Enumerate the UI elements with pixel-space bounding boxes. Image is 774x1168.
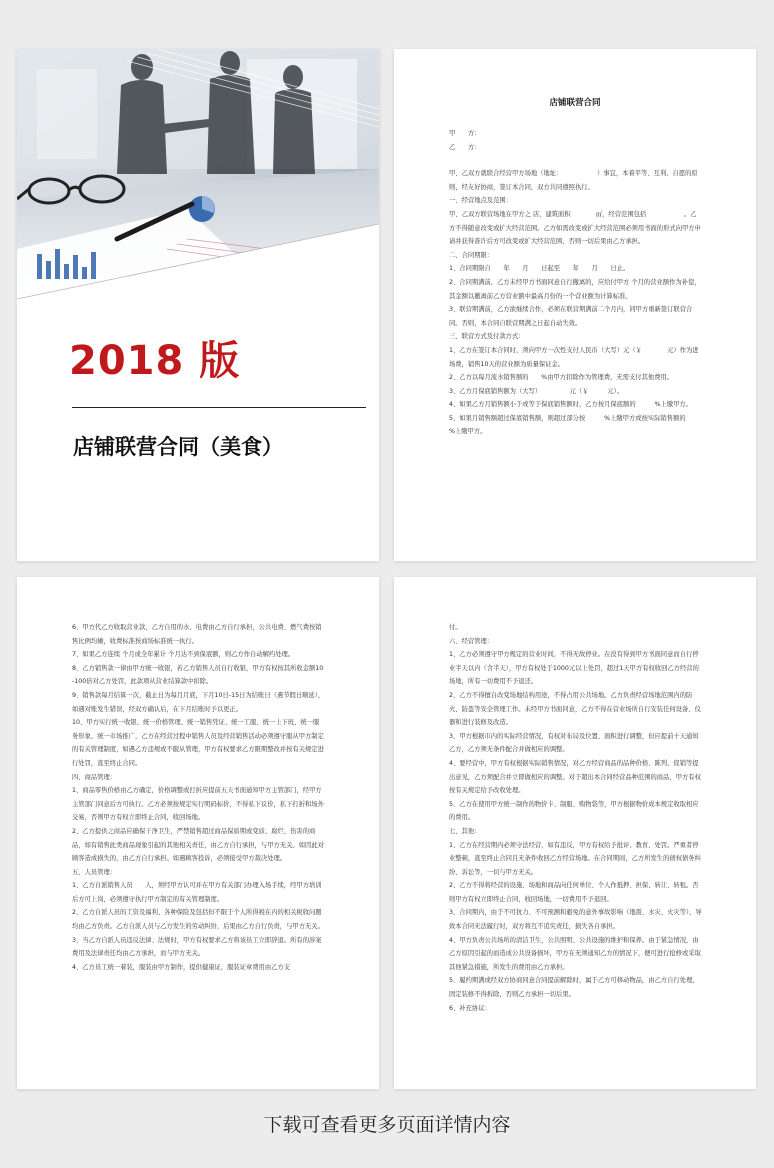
cover-page	[17, 49, 379, 561]
body-line: 4、甲方负责公共场所的清洁卫生，公共照明、公共设施的维护和保养。由于紧急情况，由乙方原因引起的而造成公共设备损坏，甲方在无须通知乙方的情况下，便可进行抢修或采取其他紧急措施，所发生的费用由乙方承担。	[449, 936, 701, 971]
contract-page-4	[394, 577, 756, 1089]
body-line: 1、乙方必须遵守甲方规定的营业时间，不得无故停业。在没有得到甲方书面同意而自行停业半天以内（含半天），甲方有权处于1000元以上处罚，超过1天甲方有权收回乙方经营的场地，所有一切费用不予退还。	[449, 651, 699, 686]
body-line: 10、甲方实行统一收银、统一价格管理、统一销售凭证、统一工服、统一上下班、统一服务形象、统一市场推广，乙方在经营过程中销售人员及经营销售活动必须遵守服从甲方制定的有关管理制度，如遇乙方违规或不服从管理，甲方有权要求乙方限期整改并按有关规定进行处罚，直至终止合同。	[72, 719, 324, 767]
body-line: 6、补充协议：	[449, 1004, 491, 1012]
body-line: 5、如果月销售额超过保底销售额，则超过部分按 %上缴甲方或按实际销售额的 %上缴甲方。	[449, 414, 699, 436]
body-line: 2、合同期满前，乙方未经甲方书面同意自行撤离的，应给付甲方 个月的营业额作为补偿，其金额以撤离前乙方营业额中最高月份的一个营业额为计算标准。	[449, 278, 701, 300]
download-more-link[interactable]: 下载可查看更多页面详情内容	[263, 1114, 511, 1136]
contract-body	[72, 621, 325, 974]
contract-page-3	[17, 577, 379, 1089]
body-line: 2、乙方不得擅自改变场地结构用途，不得占用公共场地。乙方负责经营场地范围内的防火、防盗等安全管理工作。未经甲方书面同意，乙方不得在营业场所自行安装任何设备、仪器和进行装修及改造。	[449, 691, 701, 727]
body-line: 2、乙方提供之商品应确保干净卫生，严禁销售超过商品保质期或变质、腐烂、伤害的商品，如有销售此类商品现象引起的其他相关责任，由乙方自行承担，与甲方无关。如因此对顾客造成损失的，由乙方自行承担。如遇顾客投诉，必须接受甲方裁决处理。	[72, 827, 324, 863]
body-line: 6、甲方代乙方收取营业款，乙方自用的水、电费由乙方自行承担，公共电费、燃气费按销售比例均摊，收费标准按商场标准统一执行。	[72, 624, 322, 645]
body-line: 1、乙方在经营期内必须守法经营，如有违反，甲方有权给予批评、教育、处罚。严重者停业整顿，直至终止合同且无条件收回乙方经营场地。在合同期间，乙方所发生的债权债务纠纷、诉讼等，一切与甲方无关。	[449, 841, 701, 876]
body-line: 甲 方：	[449, 130, 481, 137]
body-line: 3、当乙方自派人员违反法律、法规时，甲方有权要求乙方将该员工立即辞退。所有的涉案费用及法律责任均由乙方承担，而与甲方无关。	[72, 936, 322, 958]
body-line: 3、联营期满前，乙方欲继续合作，必须在联营期满前二个月内，同甲方重新签订联营合同。否则，本合同自联营期满之日起自动失效。	[449, 306, 693, 327]
contract-body	[449, 127, 702, 439]
body-line: 4、乙方员工统一着装，服装由甲方制作，提供健康证，服装证章费用由乙方支	[72, 963, 291, 971]
body-line: 4、如果乙方月销售额小于或等于保底销售额时，乙方按月保底额的 %上缴甲方。	[449, 401, 692, 409]
body-line: 1、乙方在签订本合同时，须向甲方一次性支付人民币（大写）元（￥ 元）作为进场费，销售10天的营业额为质量保证金。	[449, 346, 699, 368]
body-line: 1、商品零售价格由乙方确定，价格调整或打折应提前五天书面通知甲方主管部门，经甲方主管部门同意后方可执行。乙方必须按规定实行明码标价，不得私下议价，私下打折和场外交易，否则甲方有权立即终止合同，收回场地。	[72, 787, 324, 822]
body-line: 8、乙方销售款一律由甲方统一收银，若乙方销售人员自行收银，甲方有权按其所收金额10-100倍对乙方处罚，此款项从营业结算款中扣除。	[72, 664, 324, 686]
body-line: 3、乙方月保底销售额为（大写） 元（￥ 元）。	[449, 387, 624, 395]
section-heading: 七、其他：	[449, 827, 481, 835]
body-line: 甲、乙双方就联合经营甲方场地（地址： ）事宜，本着平等、互利、自愿的原则，经友好协商，签订本合同，双方共同遵照执行。	[449, 170, 698, 191]
body-line: 3、甲方根据市内的实际经营情况，有权对布局及位置、面积进行调整，但应提前十天通知乙方，乙方须无条件配合并做相应的调整。	[449, 732, 699, 754]
body-line: 5、履约期满或经双方协商同意合同提前解除时，属于乙方可移动物品，由乙方自行处理，固定装修不得拆除，否则乙方承担一切后果。	[449, 977, 699, 999]
contract-body	[449, 621, 702, 1015]
title-divider	[72, 407, 366, 408]
body-line: 2、乙方自派人员的工资及福利、各种保险及包括但不限于个人所得税在内的相关税收问题均由乙方负责。乙方自派人员与乙方发生的劳动纠纷，后果由乙方自行负责，与甲方无关。	[72, 909, 324, 931]
body-line: 2、乙方不得将经营的设施、场地和商品向任何单位、个人作抵押、担保、转让、转租。否则甲方有权立即终止合同，收回场地，一切费用不予退回。	[449, 882, 699, 903]
edition-label: 2018 版	[69, 338, 241, 384]
section-heading: 一、经营地点及范围：	[449, 197, 512, 205]
section-heading: 三、联营方式及付款方式：	[449, 333, 525, 341]
section-heading: 五、人员管理：	[72, 868, 117, 876]
contract-page-2	[394, 49, 756, 561]
body-line: 甲、乙双方联营场地在甲方之 店，建筑面积 ㎡，经营范围包括 。乙方不得随意改变或扩大经营范围。乙方如需改变或扩大经营范围必须用书面的形式向甲方申请并获得准许后方可改变或扩大经营范围，否则一切后果由乙方承担。	[449, 210, 701, 246]
body-line: 7、如果乙方连续 个月或全年累计 个月达不到保底额，则乙方作自动解约处理。	[72, 651, 295, 659]
body-line: 付。	[449, 624, 462, 631]
body-line: 2、乙方以每月流水销售额的 %由甲方扣除作为管理费，无需支付其他费用。	[449, 374, 674, 382]
body-line: 1、乙方自派销售人员 人，须经甲方认可并在甲方有关部门办理入场手续，经甲方培训后方可上岗，必须遵守执行甲方制定的有关管理制度。	[72, 882, 322, 903]
body-line: 5、乙方在使用甲方统一制作的物价卡、制服、购物袋等，甲方根据物价成本规定收取相应的费用。	[449, 800, 699, 822]
body-line: 9、销售款每月结算一次，截止日为每月月底，下月10日-15日为结账日（遇节假日顺延），如遇对账发生错误，经双方确认后，在下月结账时予以更正。	[72, 691, 325, 713]
section-heading: 六、经营管理：	[449, 637, 494, 645]
body-line: 4、要经营中，甲方有权根据实际销售情况，对乙方经营商品的品种价格、陈列、促销等提出意见，乙方须配合并立即做相应的调整。对于超出本合同经营品种范围的商品，甲方有权按有关规定给予改收处理。	[449, 759, 701, 795]
section-heading: 二、合同期限：	[449, 251, 494, 259]
body-line: 3、合同期内，由于不可抗力、不可预测和避免的意外事故影响（地震、水灾、火灾等），导致本合同无法履行时，双方将互不追究责任，损失各自承担。	[449, 909, 702, 931]
body-line: 乙 方：	[449, 143, 481, 151]
body-line: 1、合同期限自 年 月 日起至 年 月 日止。	[449, 265, 630, 273]
cover-title: 店铺联营合同（美食）	[73, 435, 283, 459]
cover-photo	[17, 49, 379, 299]
section-heading: 四、商品管理：	[72, 773, 117, 781]
contract-title: 店铺联营合同	[549, 98, 601, 108]
